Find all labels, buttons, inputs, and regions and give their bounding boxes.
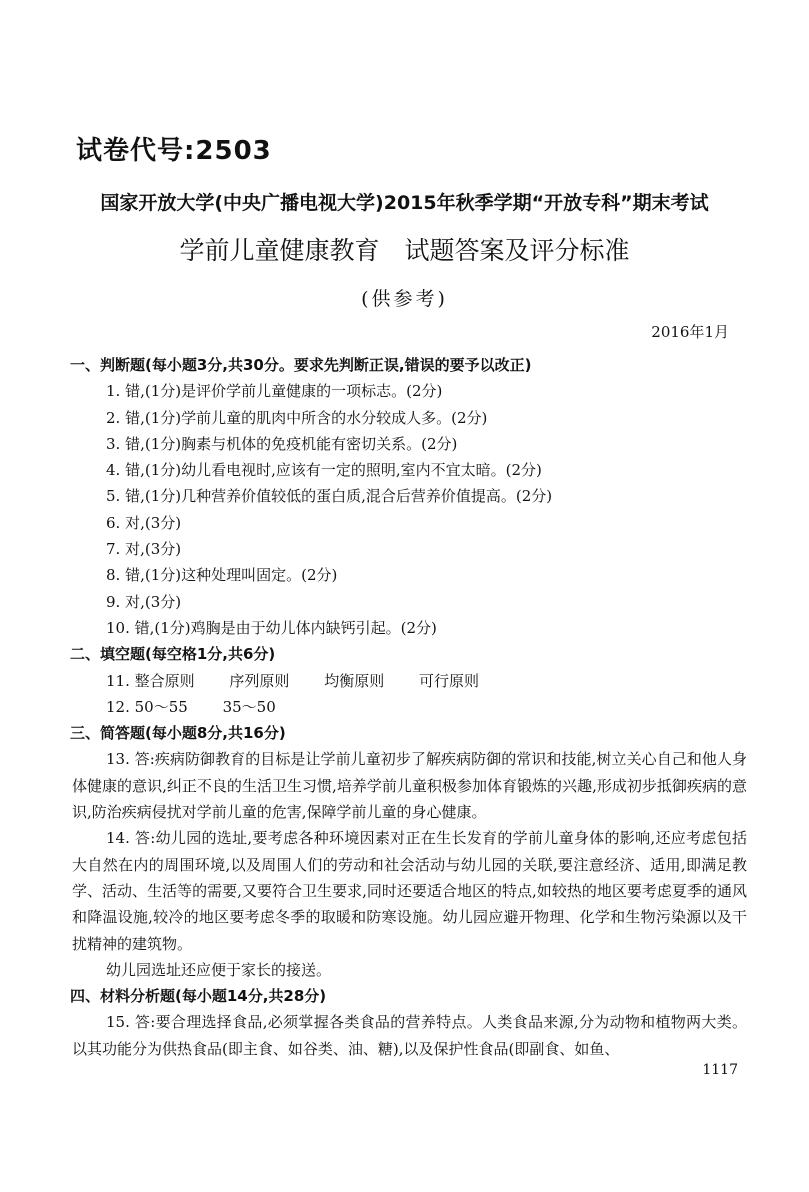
exam-date: 2016年1月 [651,323,729,341]
answer-item-11 [72,668,747,694]
answer-item: 4. 错,(1分)幼儿看电视时,应该有一定的照明,室内不宜太暗。(2分) [106,461,542,480]
answer-option: 12. 50～55 [106,697,188,716]
section-heading-true-false: 一、判断题(每小题3分,共30分。要求先判断正误,错误的要予以改正) [70,356,532,374]
answer-item: 2. 错,(1分)学前儿童的肌肉中所含的水分较成人多。(2分) [106,408,488,427]
answer-item: 5. 错,(1分)几种营养价值较低的蛋白质,混合后营养价值提高。(2分) [106,487,553,506]
document-title: 学前儿童健康教育 试题答案及评分标准 [179,236,630,265]
page-number: 1117 [702,1062,738,1078]
answer-option: 序列原则 [229,671,290,690]
answer-content [72,352,747,1062]
exam-code: 试卷代号:2503 [76,136,272,166]
section-heading-short-answer: 三、简答题(每小题8分,共16分) [70,724,286,743]
answer-paragraph-14: 14. 答:幼儿园的选址,要考虑各种环境因素对正在生长发育的学前儿童身体的影响,还应考虑包括大自然在内的周围环境,以及周围人们的劳动和社会活动与幼儿园的关联,要注意经济、适用,即满足教学、活动、生活等的需要,又要符合卫生要求,同时还要适合地区的特点,如较热的地区要考虑夏季的通风和降温设施,较冷的地区要考虑冬季的取暖和防寒设施。幼儿园应避开物理、化学和生物污染源以及干扰精神的建筑物。 [72,829,747,953]
exam-title: 国家开放大学(中央广播电视大学)2015年秋季学期“开放专科”期末考试 [100,192,709,214]
answer-item-12 [72,694,747,720]
section-heading-material-analysis: 四、材料分析题(每小题14分,共28分) [70,987,327,1006]
answer-item: 1. 错,(1分)是评价学前儿童健康的一项标志。(2分) [106,382,443,401]
answer-option: 35～50 [222,697,276,716]
answer-paragraph-15: 15. 答:要合理选择食品,必须掌握各类食品的营养特点。人类食品来源,分为动物和植物两大类。以其功能分为供热食品(即主食、如谷类、油、糖),以及保护性食品(即副食、如鱼、 [72,1013,747,1058]
answer-option: 11. 整合原则 [106,671,195,690]
answer-option: 均衡原则 [324,671,385,690]
reference-note: (供参考) [361,288,448,310]
answer-item: 6. 对,(3分) [106,513,182,532]
section-heading-fill-blank: 二、填空题(每空格1分,共6分) [70,645,276,664]
answer-item: 8. 错,(1分)这种处理叫固定。(2分) [106,566,338,585]
answer-item: 9. 对,(3分) [106,592,182,611]
answer-item: 3. 错,(1分)胸素与机体的免疫机能有密切关系。(2分) [106,434,458,453]
answer-item: 7. 对,(3分) [106,540,182,559]
answer-paragraph-14b: 幼儿园选址还应便于家长的接送。 [106,960,332,979]
answer-paragraph-13: 13. 答:疾病防御教育的目标是让学前儿童初步了解疾病防御的常识和技能,树立关心自己和他人身体健康的意识,纠正不良的生活卫生习惯,培养学前儿童积极参加体育锻炼的兴趣,形成初步抵御疾病的意识,防治疾病侵扰对学前儿童的危害,保障学前儿童的身心健康。 [72,750,747,822]
answer-item: 10. 错,(1分)鸡胸是由于幼儿体内缺钙引起。(2分) [106,618,437,637]
answer-option: 可行原则 [419,671,480,690]
